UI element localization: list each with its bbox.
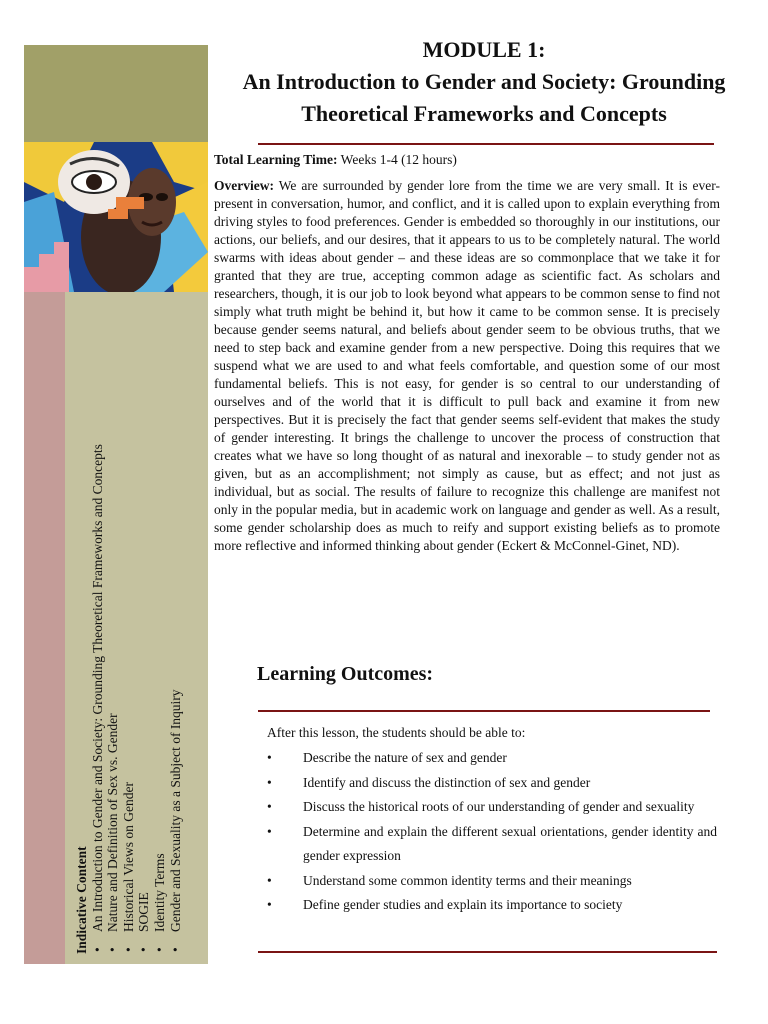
header-divider — [258, 143, 714, 145]
indicative-content-title: Indicative Content — [74, 846, 89, 954]
learning-outcomes-intro: After this lesson, the students should be able to: — [267, 725, 526, 740]
outcome-item: • Understand some common identity terms and their meanings — [263, 869, 717, 894]
indicative-content-list — [90, 299, 184, 954]
learning-time — [214, 150, 720, 169]
outcome-item: • Describe the nature of sex and gender — [263, 746, 717, 771]
learning-outcomes-list — [263, 746, 717, 918]
module-title — [212, 66, 756, 130]
indicative-item: • SOGIE — [136, 299, 152, 954]
module-title-line-2: Theoretical Frameworks and Concepts — [301, 101, 667, 126]
indicative-item: • Identity Terms — [152, 299, 168, 954]
indicative-item: • Gender and Sexuality as a Subject of Inquiry — [168, 299, 184, 954]
module-title-line-1: An Introduction to Gender and Society: Grounding — [242, 69, 726, 94]
module-label: MODULE 1: — [422, 37, 546, 62]
indicative-item: • Nature and Definition of Sex vs. Gender — [105, 299, 121, 954]
sidebar-top-block — [24, 45, 208, 142]
outcome-item: • Determine and explain the different sexual orientations, gender identity and gender expression — [263, 820, 717, 869]
indicative-item: • An Introduction to Gender and Society: Grounding Theoretical Frameworks and Concepts — [90, 299, 106, 954]
outcomes-bottom-divider — [258, 951, 717, 953]
outcome-item: • Identify and discuss the distinction of sex and gender — [263, 771, 717, 796]
sidebar-rose-strip — [24, 292, 65, 964]
outcome-item: • Define gender studies and explain its importance to society — [263, 893, 717, 918]
indicative-content-panel — [65, 292, 208, 964]
outcome-item: • Discuss the historical roots of our understanding of gender and sexuality — [263, 795, 717, 820]
overview-text: We are surrounded by gender lore from the time we are very small. It is ever-present in conversation, humor, and conflict, and it is called upon to explain everything from driving styles to food preferences. Gender is embedded so thoroughly in our institutions, our actions, our beliefs, and our desires, that it appears to us to be completely natural. The world swarms with ideas about gender – and these ideas are so commonplace that we take it for granted that they are true, accepting common adage as scientific fact. As scholars and researchers, though, it is our job to look beyond what appears to be common sense to find not simply what truth might be behind it, but how it came to be common sense. It is precisely because gender seems natural, and beliefs about gender seem to be obvious truths, that we need to step back and examine gender from a new perspective. Doing this requires that we suspend what we are used to and what feels comfortable, and question some of our most fundamental beliefs. This is not easy, for gender is so central to our understanding of ourselves and of the world that it is difficult to pull back and examine it from new perspectives. But it is precisely the fact that gender seems self-evident that makes the study of gender interesting. It brings the challenge to uncover the process of construction that creates what we have so long thought of as natural and inexorable – to study gender not as given, but as an accomplishment; not simply as cause, but as effect; and not just as individual, but as social. The results of failure to recognize this challenge are manifest not only in the popular media, but in academic work on language and gender as well. As a result, some gender scholarship does as much to reify and support existing beliefs as to promote more reflective and informed thinking about gender (Eckert & McConnel-Ginet, ND). — [214, 178, 720, 553]
cover-illustration — [24, 142, 208, 292]
overview-paragraph — [214, 177, 720, 555]
learning-time-label: Total Learning Time: — [214, 152, 338, 167]
overview-label: Overview: — [214, 178, 274, 193]
outcomes-top-divider — [258, 710, 710, 712]
indicative-content-rotated — [74, 299, 200, 954]
learning-time-value: Weeks 1-4 (12 hours) — [340, 152, 457, 167]
collage-faces-image — [24, 142, 208, 292]
learning-outcomes-heading: Learning Outcomes: — [257, 663, 434, 685]
indicative-item: • Historical Views on Gender — [121, 299, 137, 954]
